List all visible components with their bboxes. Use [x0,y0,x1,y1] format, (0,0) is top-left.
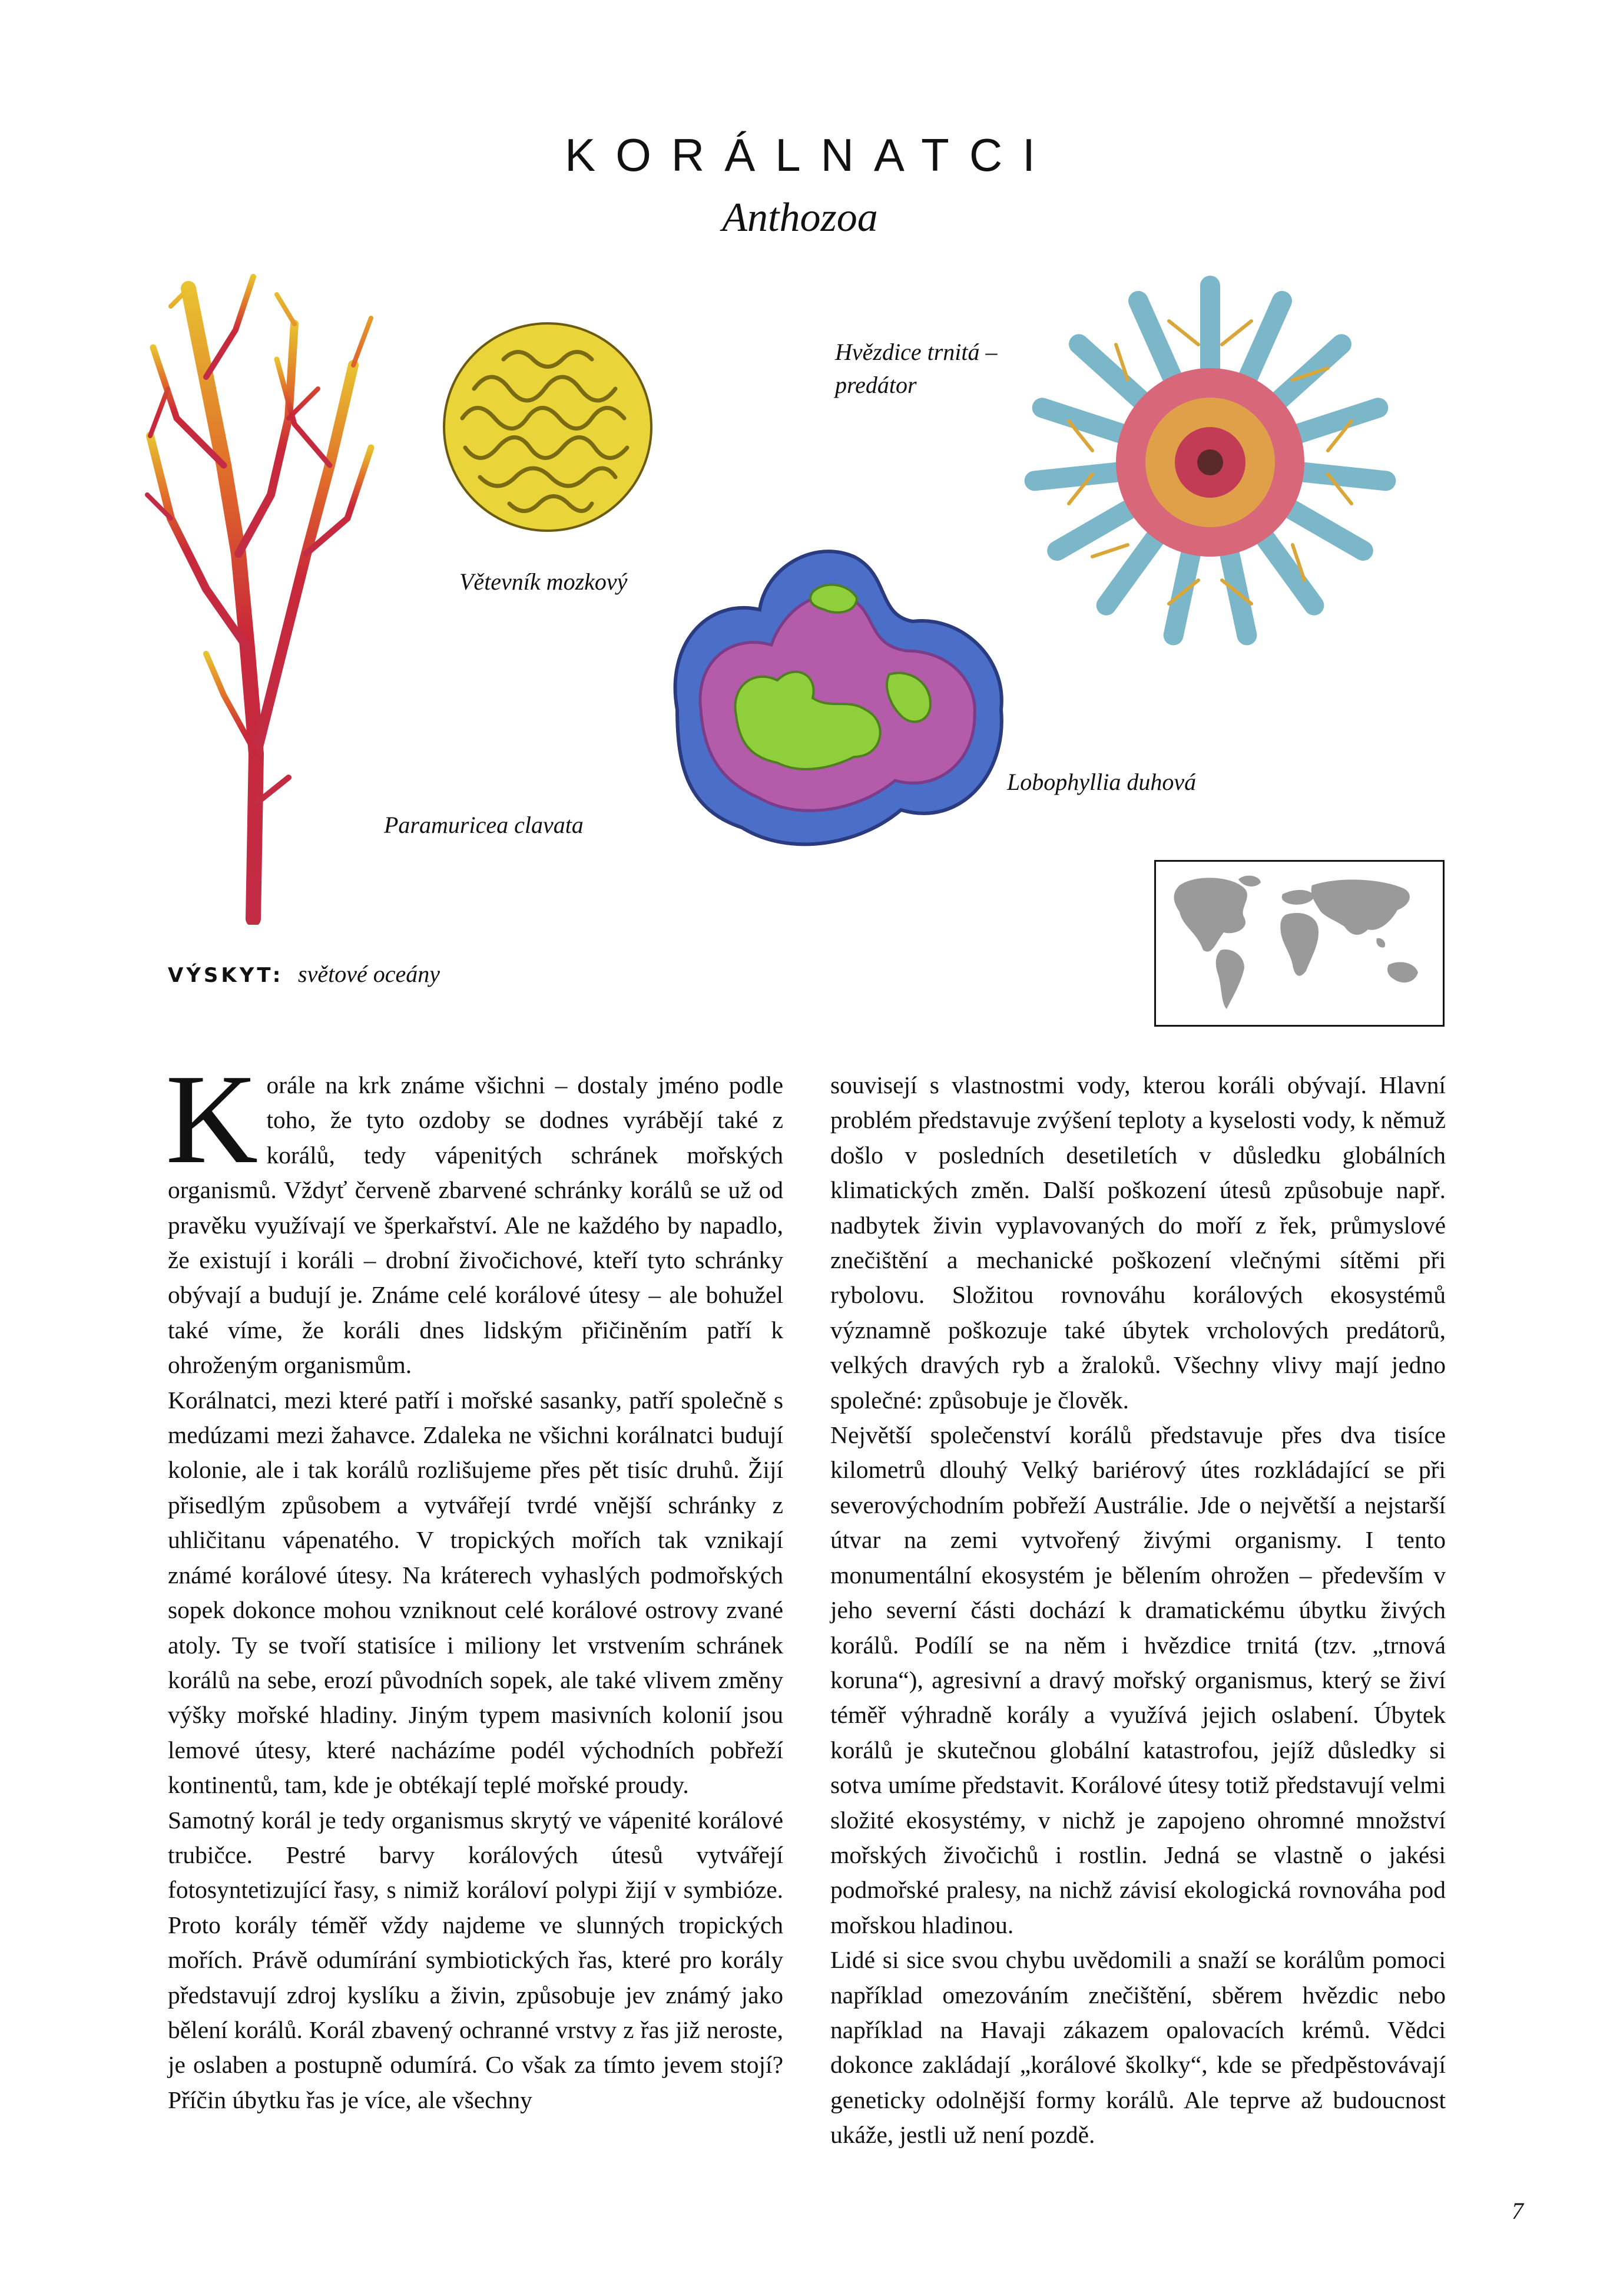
page-subtitle: Anthozoa [722,195,878,240]
world-map-icon [1156,862,1443,1025]
world-map-box [1154,860,1445,1027]
brain-coral-caption: Větevník mozkový [459,568,628,595]
page-number: 7 [1512,2198,1523,2224]
body-paragraph-3: Samotný korál je tedy organismus skrytý ve vápenité korálové trubičce. Pestré barvy korálových útesů vytvářejí fotosyntetizující řasy, s nimiž koráloví polypi žijí v symbióze. Proto korály téměř vždy najdeme ve slunných tropických mořích. Právě odumírání symbiotických řas, které pro korály představují zdroj kyslíku a živin, způsobuje jev známý jako bělení korálů. Korál zbavený ochranné vrstvy z řas již neroste, je oslaben a postupně odumírá. Co však za tímto jevem stojí? Příčin úbytku řas je více, ale všechny [168,1806,783,2113]
body-paragraph-1-text: orále na krk známe všichni – dostaly jméno podle toho, že tyto ozdoby se dodnes vyrábějí také z korálů, tedy vápenitých schránek mořských organismů. Vždyť červeně zbarvené schránky korálů se už od pravěku využívají ve šperkařství. Ale ne každého by napadlo, že existují i koráli – drobní živočichové, kteří tyto schránky obývají a budují je. Známe celé korálové útesy – ale bohužel také víme, že koráli dnes lidským přičiněním patří k ohroženým organismům. [168,1071,783,1379]
body-paragraph-6: Lidé si sice svou chybu uvědomili a snaží se korálům pomoci například omezováním znečištění, sběrem hvězdic nebo například na Havaji zákazem opalovacích krémů. Vědci dokonce zakládají „korálové školky“, kde se předpěstovávají geneticky odolnější formy korálů. Ale teprve až budoucnost ukáže, jestli už není pozdě. [830,1946,1446,2149]
lobophyllia-illustration [654,533,1019,863]
paramuricea-illustration [135,271,383,925]
starfish-caption-line2: predátor [835,372,917,398]
body-paragraph-1 [165,1048,783,1383]
starfish-caption [835,336,998,402]
page-title: KORÁLNATCI [565,129,1055,181]
occurrence-line [168,960,440,988]
occurrence-value: světové oceány [298,961,440,987]
lobophyllia-caption: Lobophyllia duhová [1007,769,1197,795]
occurrence-label: VÝSKYT: [168,964,284,987]
body-column-left [165,1048,783,2118]
brain-coral-illustration [439,318,657,536]
starfish-illustration [1007,259,1413,666]
starfish-caption-line1: Hvězdice trnitá – [835,339,998,365]
body-column-right [830,1068,1446,2153]
body-paragraph-2: Korálnatci, mezi které patří i mořské sasanky, patří společně s medúzami mezi žahavce. Zdaleka ne všichni korálnatci budují kolonie, ale i tak korálů rozlišujeme přes pět tisíc druhů. Žijí přisedlým způsobem a vytvářejí tvrdé vnější schránky z uhličitanu vápenatého. V tropických mořích tak vznikají známé korálové útesy. Na kráterech vyhaslých podmořských sopek dokonce mohou vzniknout celé korálové ostrovy zvané atoly. Ty se tvoří statisíce i miliony let vrstvením schránek korálů na sebe, erozí původních sopek, ale také vlivem změny výšky mořské hladiny. Jiným typem masivních kolonií jsou lemové útesy, které nacházíme podél východních pobřeží kontinentů, tam, kde je obtékají teplé mořské proudy. [168,1386,783,1799]
drop-cap: K [165,1048,259,1190]
body-paragraph-5: Největší společenství korálů představuje přes dva tisíce kilometrů dlouhý Velký bariérový útes rozkládající se při severovýchodním pobřeží Austrálie. Jde o největší a nejstarší útvar na zemi vytvořený živými organismy. I tento monumentální ekosystém je bělením ohrožen – především v jeho severní části dochází k dramatickému úbytku živých korálů. Podílí se na něm i hvězdice trnitá (tzv. „trnová koruna“), agresivní a dravý mořský organismus, který se živí téměř výhradně korály a využívá jejich oslabení. Úbytek korálů je skutečnou globální katastrofou, jejíž důsledky si sotva umíme představit. Korálové útesy totiž představují velmi složité ekosystémy, v nichž je zapojeno ohromné množství mořských živočichů i rostlin. Jedná se vlastně o jakési podmořské pralesy, na nichž závisí ekologická rovnováha pod mořskou hladinou. [830,1421,1446,1938]
paramuricea-caption: Paramuricea clavata [384,812,584,838]
body-paragraph-4: souvisejí s vlastnostmi vody, kterou koráli obývají. Hlavní problém představuje zvýšení teploty a kyselosti vody, k němuž došlo v posledních desetiletích v důsledku globálních klimatických změn. Další poškození útesů způsobuje např. nadbytek živin vyplavovaných do moří z řek, průmyslové znečištění a mechanické poškození vlečnými sítěmi při rybolovu. Složitou rovnováhu korálových ekosystémů významně poškozuje také úbytek vrcholových predátorů, velkých dravých ryb a žraloků. Všechny vlivy mají jedno společné: způsobuje je člověk. [830,1071,1446,1414]
